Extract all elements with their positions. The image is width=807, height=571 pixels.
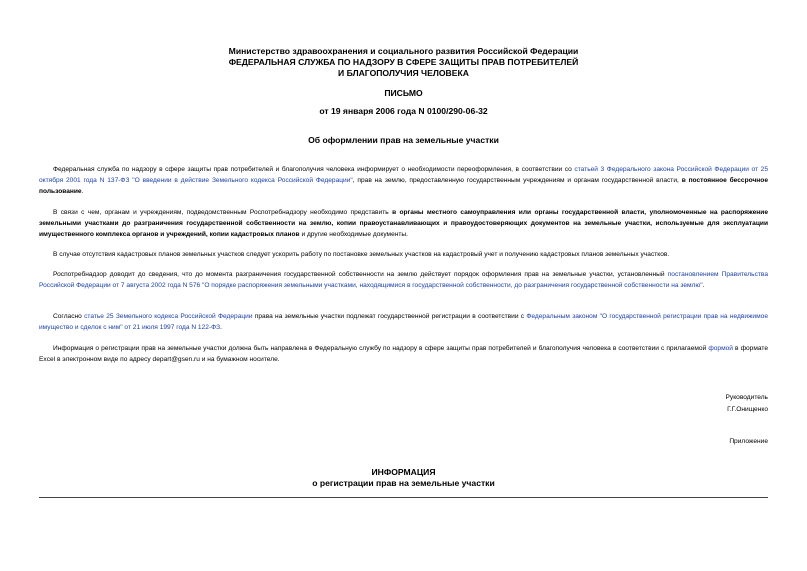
signature-name: Г.Г.Онищенко [727,406,768,413]
law-122-link[interactable]: Федеральным законом "О государственной регистрации прав на недвижимое имущество и сделок с ним" от 21 июля 1997 года N 122-ФЗ [39,313,768,332]
paragraph-1 [39,164,768,198]
paragraph-2-text-b: и другие необходимые документы. [299,231,408,239]
document-type: ПИСЬМО [384,88,423,98]
paragraph-4-text-a: Роспотребнадзор доводит до сведения, что до момента разграничения государственной собственности на землю действует порядок оформления прав на земельные участки, установленный [53,271,668,278]
paragraph-6 [39,343,768,365]
service-name-line2: И БЛАГОПОЛУЧИЯ ЧЕЛОВЕКА [338,68,469,78]
document-date: от 19 января 2006 года N 0100/290-06-32 [319,106,488,116]
land-code-article-25-link[interactable]: статье 25 Земельного кодекса Российской Федерации [84,313,253,320]
horizontal-divider [39,497,768,498]
paragraph-4 [39,269,768,291]
paragraph-3 [39,249,768,260]
law-137-link[interactable]: статьей 3 Федерального закона Российской Федерации от 25 октября 2001 года N 137-ФЗ "О введении в действие Земельного кодекса Российской Федерации" [39,166,768,185]
paragraph-1-text-c: . [81,188,84,196]
signature-title: Руководитель [725,394,768,401]
paragraph-6-text-a: Информация о регистрации прав на земельные участки должна быть направлена в Федеральную службу по надзору в сфере защиты прав потребителей и благополучия человека в соответствии с прилагаемой [53,345,709,352]
paragraph-5-text-b: права на земельные участки подлежат государственной регистрации в соответствии с [252,313,527,320]
paragraph-2-bold: в органы местного самоуправления или органы государственной власти, уполномоченные на распоряжение земельными участками до разграничения государственной собственности на землю, копии правоустанавливающих и правоудостоверяющих документов на земельные участки, используемые для эксплуатации имущественного комплекса органов и учреждений, копии кадастровых планов [39,209,768,239]
paragraph-6-text-b: в формате Excel в электронном виде по адресу depart@gsen.ru и на бумажном носителе. [39,345,768,364]
service-name-line1: ФЕДЕРАЛЬНАЯ СЛУЖБА ПО НАДЗОРУ В СФЕРЕ ЗАЩИТЫ ПРАВ ПОТРЕБИТЕЛЕЙ [228,57,579,67]
paragraph-2 [39,207,768,241]
decree-576-link[interactable]: постановлением Правительства Российской Федерации от 7 августа 2002 года N 576 "О порядке распоряжения земельными участками, находящимися в государственной собственности, до разграничения государственной собственности на землю" [39,271,769,290]
paragraph-2-text-a: В связи с чем, органам и учреждениям, подведомственным Роспотребнадзору необходимо представить [53,209,393,216]
paragraph-1-text-b: , прав на землю, предоставленную государственным учреждениям и органам государственной власти, [352,177,682,185]
paragraph-3-text: В случае отсутствия кадастровых планов земельных участков следует ускорить работу по постановке земельных участков на кадастровый учет и получению кадастровых планов земельных участков. [53,251,670,258]
form-link[interactable]: формой [708,345,733,352]
paragraph-5-text-a: Согласно [53,313,85,320]
paragraph-1-bold: в постоянное бессрочное пользование [39,177,768,196]
appendix-label: Приложение [729,438,768,445]
paragraph-4-text-b: . [702,282,705,290]
appendix-subheading: о регистрации прав на земельные участки [312,478,495,488]
document-title: Об оформлении прав на земельные участки [308,135,499,145]
ministry-name: Министерство здравоохранения и социального развития Российской Федерации [228,46,579,56]
appendix-heading: ИНФОРМАЦИЯ [371,467,436,477]
paragraph-5 [39,311,768,333]
paragraph-5-text-c: . [220,324,222,332]
paragraph-1-text-a: Федеральная служба по надзору в сфере защиты прав потребителей и благополучия человека информирует о необходимости переоформления, в соответствии со [53,166,575,173]
